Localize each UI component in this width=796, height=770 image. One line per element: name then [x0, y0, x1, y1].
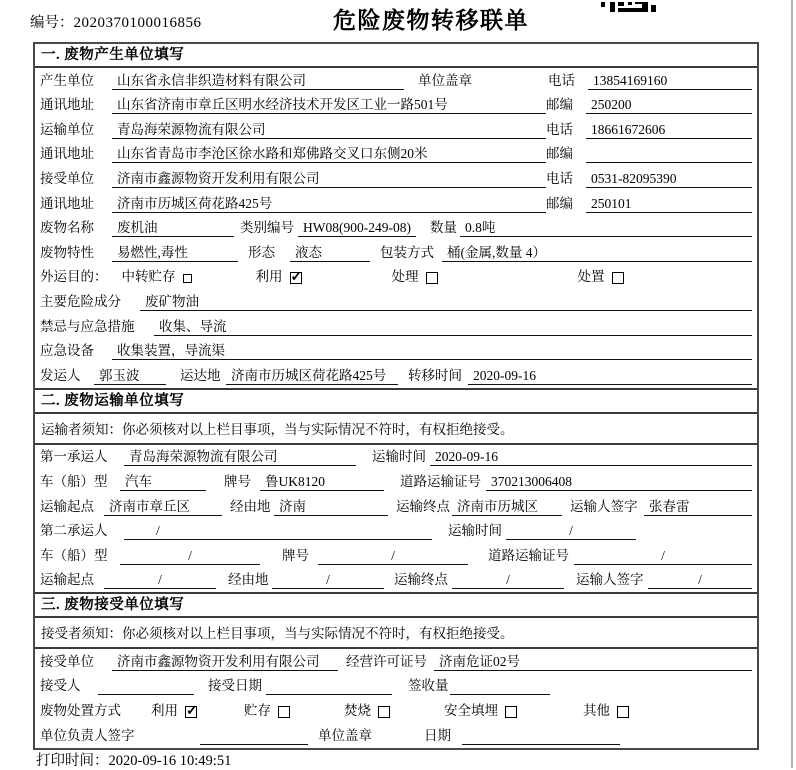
route1-end-label: 运输终点 — [396, 498, 450, 514]
receive-zip-value: 250101 — [586, 195, 752, 213]
category-code-value: HW08(900-249-08) — [298, 219, 416, 237]
page-edge-line — [791, 0, 793, 768]
first-carrier-value: 青岛海荣源物流有限公司 — [124, 448, 356, 466]
vehicle-type1-value: 汽车 — [120, 473, 206, 491]
checkbox-store — [278, 706, 290, 718]
receive-phone-value: 0531-82095390 — [586, 170, 752, 188]
dispatch-row — [35, 363, 757, 388]
transport-time2-value: / — [506, 522, 636, 540]
dispatcher-value: 郭玉波 — [94, 367, 166, 385]
first-carrier-row — [35, 445, 757, 470]
transport-unit-row — [35, 117, 757, 142]
vehicle-type2-label: 车（船）型 — [40, 547, 108, 563]
road-cert2-value: / — [574, 547, 752, 565]
waste-property-value: 易燃性,毒性 — [112, 244, 238, 262]
accept-date-value — [266, 677, 392, 695]
option-transfer-storage-label: 中转贮存 — [121, 269, 176, 285]
category-code-label: 类别编号 — [240, 220, 294, 236]
transfer-time-value: 2020-09-16 — [468, 367, 752, 385]
route2-sign-value: / — [648, 571, 752, 589]
option-store-label: 贮存 — [244, 703, 271, 719]
second-carrier-row — [35, 519, 757, 544]
transport-address-label: 通讯地址 — [40, 146, 94, 162]
option-dispose-label: 处置 — [577, 269, 605, 285]
route1-start-label: 运输起点 — [40, 498, 94, 514]
page-title: 危险废物转移联单 — [333, 8, 529, 33]
serial-value: 2020370100016856 — [73, 15, 202, 31]
receive-unit-row — [35, 166, 757, 191]
producer-phone-value: 13854169160 — [588, 72, 752, 90]
producer-address-row — [35, 93, 757, 118]
transport-zip-label: 邮编 — [546, 146, 573, 162]
vehicle1-row — [35, 469, 757, 494]
sign-date-label: 日期 — [424, 727, 451, 743]
route2-via-label: 经由地 — [228, 572, 269, 588]
producer-address-value: 山东省济南市章丘区明水经济技术开发区工业一路501号 — [112, 96, 546, 114]
section3-heading: 三. 废物接受单位填写 — [35, 592, 757, 618]
checkbox-landfill — [505, 706, 517, 718]
transport-phone-label: 电话 — [546, 121, 573, 137]
received-qty-value — [450, 677, 550, 695]
qr-code-fragment-graphic — [601, 2, 703, 13]
option-utilize-label: 利用 — [255, 269, 283, 285]
emergency-equipment-value: 收集装置，导流渠 — [112, 342, 752, 360]
transport-zip-value — [586, 145, 752, 163]
waste-name-row — [35, 216, 757, 241]
acceptor-label: 接受人 — [40, 678, 81, 694]
signoff-row — [35, 723, 757, 748]
receive-zip-label: 邮编 — [546, 195, 573, 211]
route1-via-value: 济南 — [274, 498, 388, 516]
option-treat-label: 处理 — [391, 269, 419, 285]
packaging-label: 包装方式 — [380, 244, 434, 260]
option-disposal-utilize-label: 利用 — [151, 703, 178, 719]
checkbox-incinerate — [378, 706, 390, 718]
transport-address-value: 山东省青岛市李沧区徐水路和郑佛路交叉口东侧20米 — [112, 145, 546, 163]
transfer-purpose-row — [35, 265, 757, 290]
waste-name-value: 废机油 — [112, 219, 234, 237]
license-label: 经营许可证号 — [346, 653, 427, 669]
received-qty-label: 签收量 — [408, 678, 449, 694]
accept-date-label: 接受日期 — [208, 678, 262, 694]
transport-unit-value: 青岛海荣源物流有限公司 — [112, 121, 546, 139]
section1-heading: 一. 废物产生单位填写 — [35, 44, 757, 68]
print-time — [36, 749, 231, 770]
responsible-sign-value — [200, 727, 308, 745]
plate1-value: 鲁UK8120 — [260, 473, 384, 491]
producer-zip-value: 250200 — [586, 96, 752, 114]
second-carrier-label: 第二承运人 — [40, 523, 108, 539]
waste-name-label: 废物名称 — [40, 220, 94, 236]
receive-phone-label: 电话 — [546, 170, 573, 186]
transport-address-row — [35, 142, 757, 167]
waste-property-row — [35, 240, 757, 265]
transfer-purpose-label: 外运目的： — [40, 269, 108, 285]
disposal-method-row — [35, 698, 757, 723]
receive-address-row — [35, 191, 757, 216]
license-value: 济南危证02号 — [434, 653, 752, 671]
plate2-label: 牌号 — [282, 547, 309, 563]
producer-unit-value: 山东省永信非织造材料有限公司 — [112, 72, 404, 90]
route2-start-value: / — [104, 571, 216, 589]
checkbox-dispose — [612, 272, 624, 284]
receive-unit-label: 接受单位 — [40, 170, 94, 186]
producer-phone-label: 电话 — [548, 72, 575, 88]
form-state-label: 形态 — [248, 244, 275, 260]
disposal-method-label: 废物处置方式 — [40, 703, 121, 719]
route2-end-label: 运输终点 — [394, 572, 448, 588]
hazard-component-row — [35, 289, 757, 314]
route1-sign-label: 运输人签字 — [570, 498, 638, 514]
transport-unit-label: 运输单位 — [40, 121, 94, 137]
section2-heading: 二. 废物运输单位填写 — [35, 388, 757, 414]
option-landfill-label: 安全填埋 — [444, 703, 498, 719]
route1-row — [35, 494, 757, 519]
acceptor-row — [35, 674, 757, 699]
serial-label: 编号： — [30, 15, 74, 31]
producer-address-label: 通讯地址 — [40, 97, 94, 113]
producer-zip-label: 邮编 — [546, 97, 573, 113]
second-carrier-value: / — [124, 522, 432, 540]
acceptor-value — [98, 677, 194, 695]
plate1-label: 牌号 — [224, 473, 251, 489]
receiver-notice: 接受者须知：你必须核对以上栏目事项，当与实际情况不符时，有权拒绝接受。 — [35, 618, 757, 649]
destination-label: 运达地 — [180, 367, 221, 383]
checkbox-transfer-storage — [183, 274, 192, 283]
route1-end-value: 济南市历城区 — [452, 498, 562, 516]
vehicle2-row — [35, 543, 757, 568]
print-time-label: 打印时间： — [36, 753, 109, 769]
plate2-value: / — [318, 547, 468, 565]
quantity-label: 数量 — [430, 220, 457, 236]
transporter-notice: 运输者须知：你必须核对以上栏目事项，当与实际情况不符时，有权拒绝接受。 — [35, 414, 757, 445]
serial-number — [30, 11, 202, 32]
form-state-value: 液态 — [290, 244, 370, 262]
route2-start-label: 运输起点 — [40, 572, 94, 588]
dispatcher-label: 发运人 — [40, 367, 81, 383]
vehicle-type2-value: / — [120, 547, 260, 565]
road-cert1-value: 370213006408 — [486, 473, 752, 491]
emergency-measures-value: 收集、导流 — [154, 318, 752, 336]
route2-via-value: / — [272, 571, 384, 589]
transfer-form-table — [33, 42, 759, 750]
transfer-time-label: 转移时间 — [408, 367, 462, 383]
emergency-equipment-label: 应急设备 — [40, 343, 94, 359]
route2-end-value: / — [452, 571, 564, 589]
route2-sign-label: 运输人签字 — [576, 572, 644, 588]
packaging-value: 桶(金属,数量 4） — [442, 244, 752, 262]
hazard-component-value: 废矿物油 — [140, 293, 752, 311]
receive-address-value: 济南市历城区荷花路425号 — [112, 195, 546, 213]
checkbox-treat — [426, 272, 438, 284]
producer-unit-row — [35, 68, 757, 93]
receive-unit-value: 济南市鑫源物资开发利用有限公司 — [112, 170, 546, 188]
route1-start-value: 济南市章丘区 — [104, 498, 222, 516]
emergency-equipment-row — [35, 339, 757, 364]
emergency-measures-label: 禁忌与应急措施 — [40, 318, 135, 334]
transport-time2-label: 运输时间 — [448, 523, 502, 539]
option-other-label: 其他 — [583, 703, 610, 719]
responsible-sign-label: 单位负责人签字 — [40, 727, 135, 743]
checkbox-other — [617, 706, 629, 718]
route2-row — [35, 568, 757, 593]
receiving-unit-value: 济南市鑫源物资开发利用有限公司 — [112, 653, 338, 671]
waste-property-label: 废物特性 — [40, 244, 94, 260]
first-carrier-label: 第一承运人 — [40, 449, 108, 465]
unit-seal-label: 单位盖章 — [418, 72, 472, 88]
sign-date-value — [462, 727, 620, 745]
destination-value: 济南市历城区荷花路425号 — [226, 367, 398, 385]
transport-time1-label: 运输时间 — [372, 449, 426, 465]
receiving-unit-row — [35, 649, 757, 674]
checkbox-disposal-utilize — [185, 706, 197, 718]
unit-seal2-label: 单位盖章 — [318, 727, 372, 743]
road-cert2-label: 道路运输证号 — [488, 547, 569, 563]
qr-code-fragment — [601, 0, 703, 18]
producer-unit-label: 产生单位 — [40, 72, 94, 88]
emergency-measures-row — [35, 314, 757, 339]
receive-address-label: 通讯地址 — [40, 195, 94, 211]
option-incinerate-label: 焚烧 — [344, 703, 371, 719]
quantity-value: 0.8吨 — [460, 219, 752, 237]
vehicle-type1-label: 车（船）型 — [40, 473, 108, 489]
print-time-value: 2020-09-16 10:49:51 — [108, 753, 232, 769]
route1-via-label: 经由地 — [230, 498, 271, 514]
receiving-unit-label: 接受单位 — [40, 653, 94, 669]
road-cert1-label: 道路运输证号 — [400, 473, 481, 489]
transport-phone-value: 18661672606 — [586, 121, 752, 139]
hazard-component-label: 主要危险成分 — [40, 293, 121, 309]
checkbox-utilize — [290, 272, 302, 284]
transport-time1-value: 2020-09-16 — [430, 448, 752, 466]
route1-sign-value: 张春雷 — [644, 498, 752, 516]
